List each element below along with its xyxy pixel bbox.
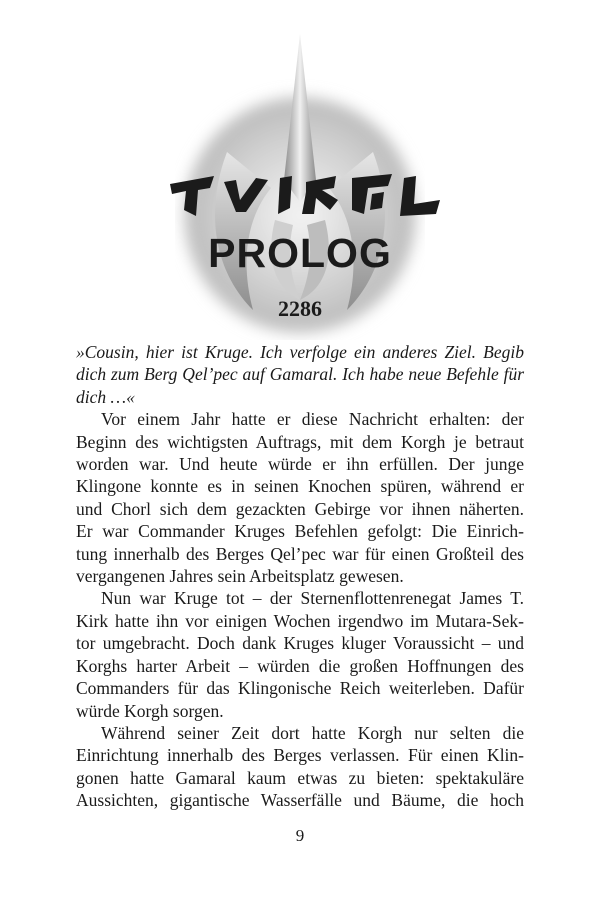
text-line: Er war Commander Kruges Befehlen gefolgt: Die Einrich-: [76, 521, 524, 542]
text-line: worden war. Und heute würde er ihn erfüllen. Der junge: [76, 454, 524, 475]
text-line: Während seiner Zeit dort hatte Korgh nur selten die: [101, 722, 524, 743]
text-line: Aussichten, gigantische Wasserfälle und Bäume, die hoch: [76, 790, 524, 811]
text-line: Beginn des wichtigsten Auftrags, mit dem Korgh je betraut: [76, 431, 524, 452]
text-line: gonen hatte Gamaral kaum etwas zu bieten: spektakuläre: [76, 767, 524, 788]
text-line: Klingone konnte es in seinen Knochen spüren, während er: [76, 476, 524, 497]
text-line: dich …«: [76, 386, 135, 407]
text-line: Commanders für das Klingonische Reich weiterleben. Dafür: [76, 678, 524, 699]
text-line: Einrichtung innerhalb des Berges verlassen. Für einen Klin-: [76, 745, 524, 766]
text-line: würde Korgh sorgen.: [76, 700, 224, 721]
paragraph: [76, 408, 524, 587]
text-line: dich zum Berg Qel’pec auf Gamaral. Ich habe neue Befehle für: [76, 364, 524, 385]
text-line: Nun war Kruge tot – der Sternenflottenrenegat James T.: [101, 588, 524, 609]
text-line: und Chorl sich dem gezackten Gebirge vor ihnen näherten.: [76, 498, 524, 519]
text-line: »Cousin, hier ist Kruge. Ich verfolge ein anderes Ziel. Begib: [76, 342, 524, 362]
body-text: [76, 341, 524, 812]
chapter-year: 2286: [278, 296, 322, 321]
chapter-title: PROLOG: [208, 230, 392, 276]
text-line: vergangenen Jahres sein Arbeitsplatz gewesen.: [76, 566, 404, 587]
text-line: Vor einem Jahr hatte er diese Nachricht erhalten: der: [101, 409, 524, 430]
klingon-glyph-title-icon: [0, 164, 600, 228]
text-line: tor umgebracht. Doch dank Kruges kluger Voraussicht – und: [76, 633, 524, 654]
paragraph: [76, 722, 524, 812]
page-number: 9: [295, 826, 305, 845]
text-line: Korghs harter Arbeit – würden die großen Hoffnungen des: [76, 655, 524, 676]
paragraph: [76, 587, 524, 721]
text-line: tung innerhalb des Berges Qel’pec war für einen Großteil des: [76, 543, 524, 564]
paragraph-quote: [76, 341, 524, 408]
text-line: Kirk hatte ihn vor einigen Wochen irgendwo im Mutara-Sek-: [76, 610, 524, 631]
